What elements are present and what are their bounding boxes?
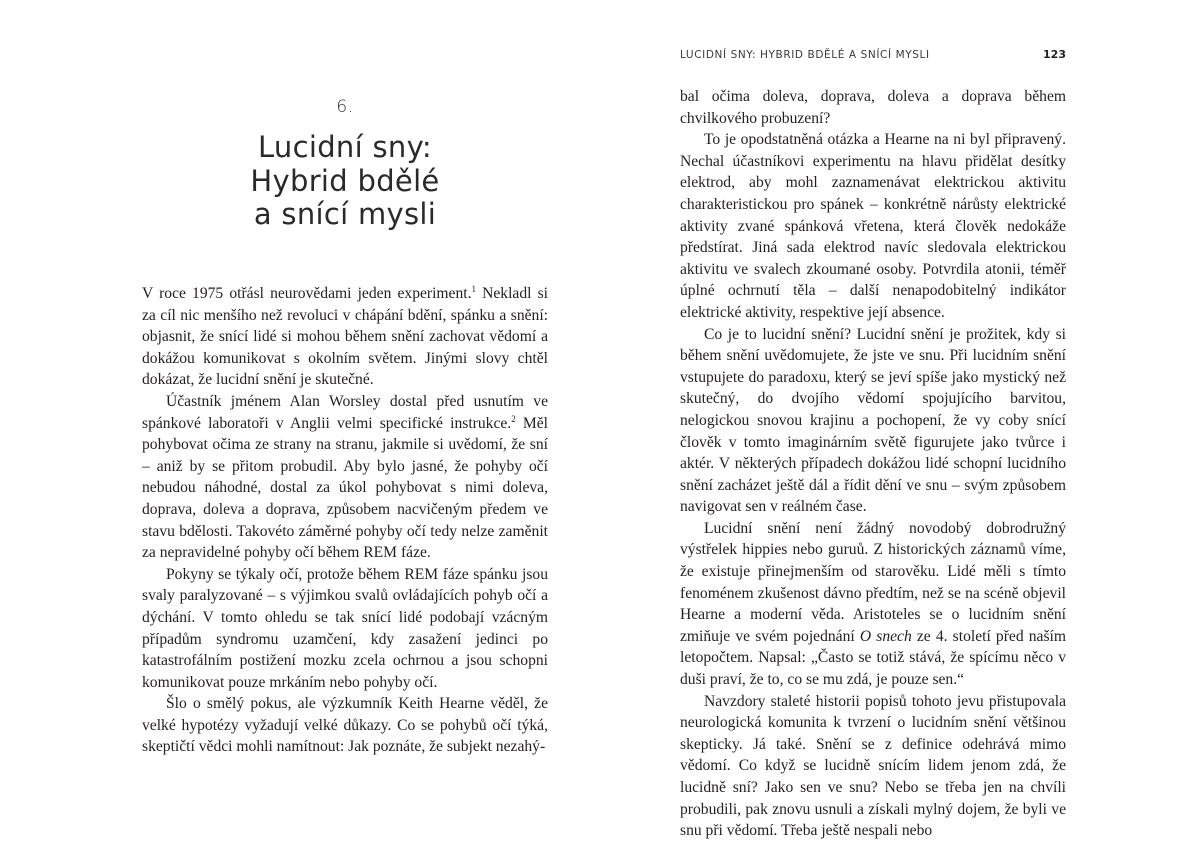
chapter-number: 6.	[336, 97, 354, 117]
paragraph: bal očima doleva, doprava, doleva a doprava během chvilkového probuzení?	[680, 88, 1066, 127]
chapter-heading	[142, 96, 548, 232]
chapter-title-line: Hybrid bdělé	[250, 163, 440, 198]
paragraph: Lucidní snění není žádný novodobý dobrodružný výstřelek hippies nebo guruů. Z historických záznamů víme, že existuje přinejmenším od starověku. Lidé měli s tímto fenoménem zkušenost dávno předtím, než se na scéně objevil Hearne a moderní věda. Aristoteles se o lucidním snění zmiňuje ve svém pojednání O snech ze 4. století před naším letopočtem. Napsal: „Často se totiž stává, že spícímu něco v duši praví, že to, co se mu zdá, je pouze sen.“	[680, 519, 1067, 689]
chapter-title	[142, 131, 548, 232]
paragraph: V roce 1975 otřásl neurovědami jeden experiment.$^1$ Nekladl si za cíl nic menšího než revoluci v chápání bdění, spánku a snění: objasnit, že snící lidé si mohou během snění zachovat vědomí a dokážou komunikovat s okolním světem. Jinými slovy chtěl dokázat, že lucidní snění je skutečné.	[142, 284, 548, 389]
running-head-title: LUCIDNÍ SNY: HYBRID BDĚLÉ A SNÍCÍ MYSLI	[680, 49, 930, 61]
footnote-marker: 1	[471, 284, 477, 294]
right-body-text	[680, 86, 1066, 842]
italic-title: O snech	[859, 627, 912, 645]
left-body-text	[142, 283, 548, 758]
chapter-title-line: Lucidní sny:	[257, 130, 432, 164]
left-page	[0, 0, 600, 800]
footnote-marker: 2	[511, 413, 516, 424]
paragraph: Pokyny se týkaly očí, protože během REM fáze spánku jsou svaly paralyzované – s výjimkou svalů ovládajících pohyb očí a dýchání. V tomto ohledu se tak snící lidé podobají vzácným případům syndromu uzamčení, kdy zasažení jedinci po katastrofálním postižení mozku zcela ochrnou a jsou schopni komunikovat pouze mrkáním nebo pohyby očí.	[142, 565, 548, 691]
paragraph: Navzdory staleté historii popisů tohoto jevu přistupovala neurologická komunita k tvrzení o lucidním snění většinou skepticky. Já také. Snění se z definice odehrává mimo vědomí. Co když se lucidně snícím lidem jenom zdá, že lucidně sní? Jako sen ve snu? Nebo se třeba jen na chvíli probudili, pak znovu usnuli a získali mylný dojem, že byli ve snu při vědomí. Třeba ještě nespali nebo	[680, 692, 1066, 840]
paragraph: Šlo o smělý pokus, ale výzkumník Keith Hearne věděl, že velké hypotézy vyžadují velké důkazy. Co se pohybů očí týká, skeptičtí vědci mohli namítnout: Jak poznáte, že subjekt nezahý-	[142, 695, 548, 756]
right-page	[600, 0, 1200, 840]
paragraph: Co je to lucidní snění? Lucidní snění je prožitek, kdy si během snění uvědomujete, že jste ve snu. Při lucidním snění vstupujete do paradoxu, který se jeví spíše jako mystický než skutečný, do dvojího vědomí spojujícího barvitou, nelogickou snovou krajinu a pochopení, že vy coby snící člověk v tomto imaginárním světě figurujete jako tvůrce i aktér. V některých případech dokážou lidé schopní lucidního snění zacházet ještě dál a řídit dění ve snu – svým způsobem navigovat sen v reálném čase.	[680, 325, 1066, 516]
running-head	[680, 48, 1066, 61]
chapter-title-line: a snící mysli	[253, 197, 437, 231]
paragraph: To je opodstatněná otázka a Hearne na ni byl připravený. Nechal účastníkovi experimentu na hlavu přidělat desítky elektrod, aby mohl zaznamenávat elektrickou aktivitu charakteristickou pro spánek – konkrétně nárůsty elektrické aktivity zvané spánková vřetena, která člověk nedokáže předstírat. Jiná sada elektrod navíc sledovala elektrickou aktivitu ve svalech zkoumané osoby. Potvrdila atonii, téměř úplné ochrnutí těla – další nenapodobitelný indikátor elektrické aktivity, respektive její absence.	[680, 131, 1066, 321]
paragraph: Účastník jménem Alan Worsley dostal před usnutím ve spánkové laboratoři v Anglii velmi specifické instrukce.$^2$ Měl pohybovat očima ze strany na stranu, jakmile si uvědomí, že sní – aniž by se přitom probudil. Aby bylo jasné, že pohyby očí nebudou náhodné, dostal za úkol pohybovat s nimi doleva, doprava, doleva a doprava, způsobem nacvičeným předem ve stavu bdělosti. Takovéto záměrné pohyby očí tedy nelze zaměnit za nepravidelné pohyby očí během REM fáze.	[142, 392, 548, 562]
page-number: 123	[1043, 48, 1066, 61]
